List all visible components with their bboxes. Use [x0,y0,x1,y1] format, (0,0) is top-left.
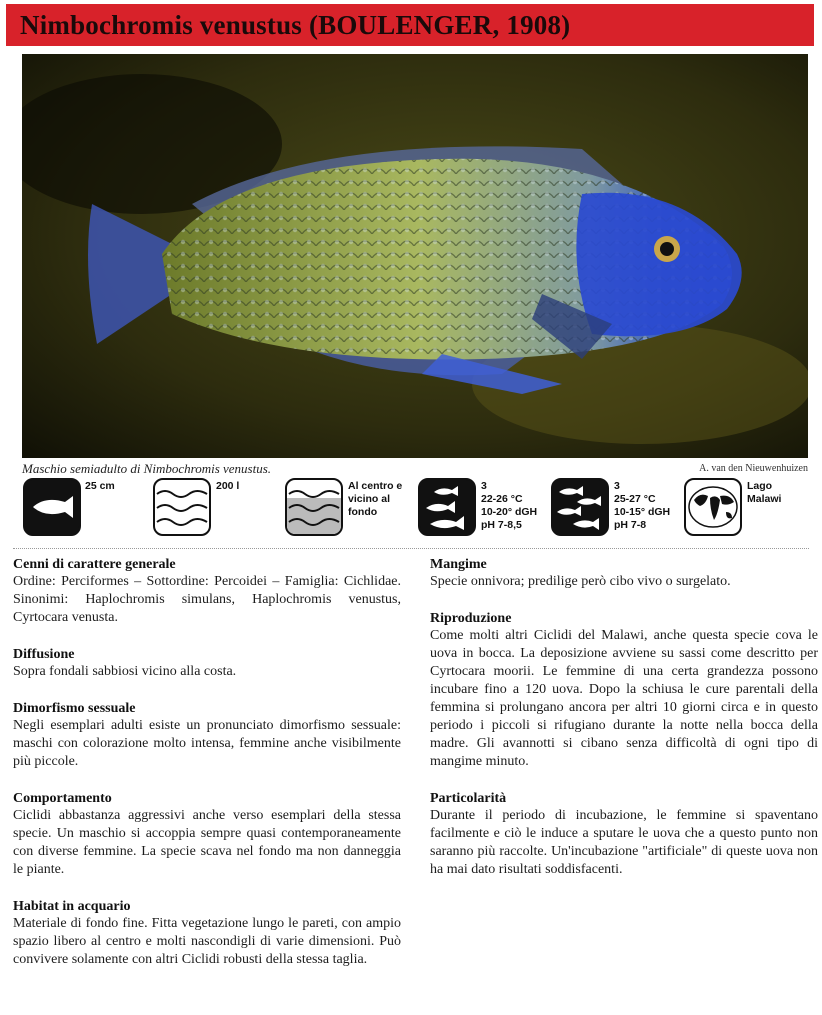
section-behaviour [13,790,401,879]
section-heading: Comportamento [13,791,112,806]
section-body: Negli esemplari adulti esiste un pronunciato dimorfismo sessuale: maschi con colorazione molto intensa, femmine anche visibilmente più piccole. [13,718,401,769]
water-params-1: 3 22-26 °C 10-20° dGH pH 7-8,5 [481,480,538,531]
section-body: Ciclidi abbastanza aggressivi anche verso esemplari della stessa specie. Un maschio si accoppia sempre quasi contemporaneamente con diverse femmine. La specie scava nel fondo ma non danneggia le piante. [13,808,401,877]
fish-group-icon [418,478,476,536]
section-heading: Mangime [430,557,487,572]
volume-text: 200 l [216,480,240,492]
section-dimorphism [13,700,401,771]
fish-size-icon [23,478,81,536]
photo-credit: A. van den Nieuwenhuizen [699,463,808,474]
right-column [430,556,818,898]
section-body: Ordine: Perciformes – Sottordine: Percoidei – Famiglia: Cichlidae. Sinonimi: Haplochromis simulans, Haplochromis venustus, Cyrtocara venusta. [13,574,401,625]
divider [13,548,809,549]
section-body: Come molti altri Ciclidi del Malawi, anche questa specie cova le uova in bocca. La deposizione avviene su sassi come descritto per Cyrtocara moorii. Le femmine di una certa grandezza possono incubare fino a 120 uova. Dopo la schiusa le cure parentali della femmina si prolungano ancora per altri 10 giorni circa e in questo periodo i piccoli si rifugiano durante la notte nella bocca della madre. Gli avannotti si cibano senza difficoltà di ogni tipo di mangime minuto. [430,628,818,769]
water-params-2: 3 25-27 °C 10-15° dGH pH 7-8 [614,480,671,531]
left-column [13,556,401,988]
section-heading: Dimorfismo sessuale [13,701,136,716]
section-general [13,556,401,627]
section-habitat [13,898,401,969]
section-body: Durante il periodo di incubazione, le femmine si spaventano facilmente e ciò le induce a sputare le uova che a questo punto non saranno più raccolte. Un'incubazione "artificiale" di queste uova non ha mai dato risultati soddisfacenti. [430,808,818,877]
section-distribution [13,646,401,681]
section-heading: Habitat in acquario [13,899,131,914]
section-body: Materiale di fondo fine. Fitta vegetazione lungo le pareti, con ampio spazio libero al centro e molti nascondigli di varie dimensioni. Può convivere solamente con altri Ciclidi robusti della stessa taglia. [13,916,401,967]
aquarium-volume-icon [153,478,211,536]
section-body: Sopra fondali sabbiosi vicino alla costa. [13,664,237,679]
fish-photo [22,54,808,458]
section-food [430,556,818,591]
section-heading: Particolarità [430,791,507,806]
world-map-icon [684,478,742,536]
section-reproduction [430,610,818,771]
section-heading: Diffusione [13,647,75,662]
origin-text: Lago Malawi [747,480,782,505]
section-heading: Riproduzione [430,611,512,626]
zone-text: Al centro e vicino al fondo [348,480,403,518]
section-heading: Cenni di carattere generale [13,557,176,572]
swimming-zone-icon [285,478,343,536]
info-icon-row [0,478,822,538]
section-particularities [430,790,818,879]
size-text: 25 cm [85,480,115,492]
fish-group-icon [551,478,609,536]
photo-caption: Maschio semiadulto di Nimbochromis venustus. [22,461,272,476]
section-body: Specie onnivora; predilige però cibo vivo o surgelato. [430,574,731,589]
page-title: Nimbochromis venustus (BOULENGER, 1908) [6,4,814,46]
